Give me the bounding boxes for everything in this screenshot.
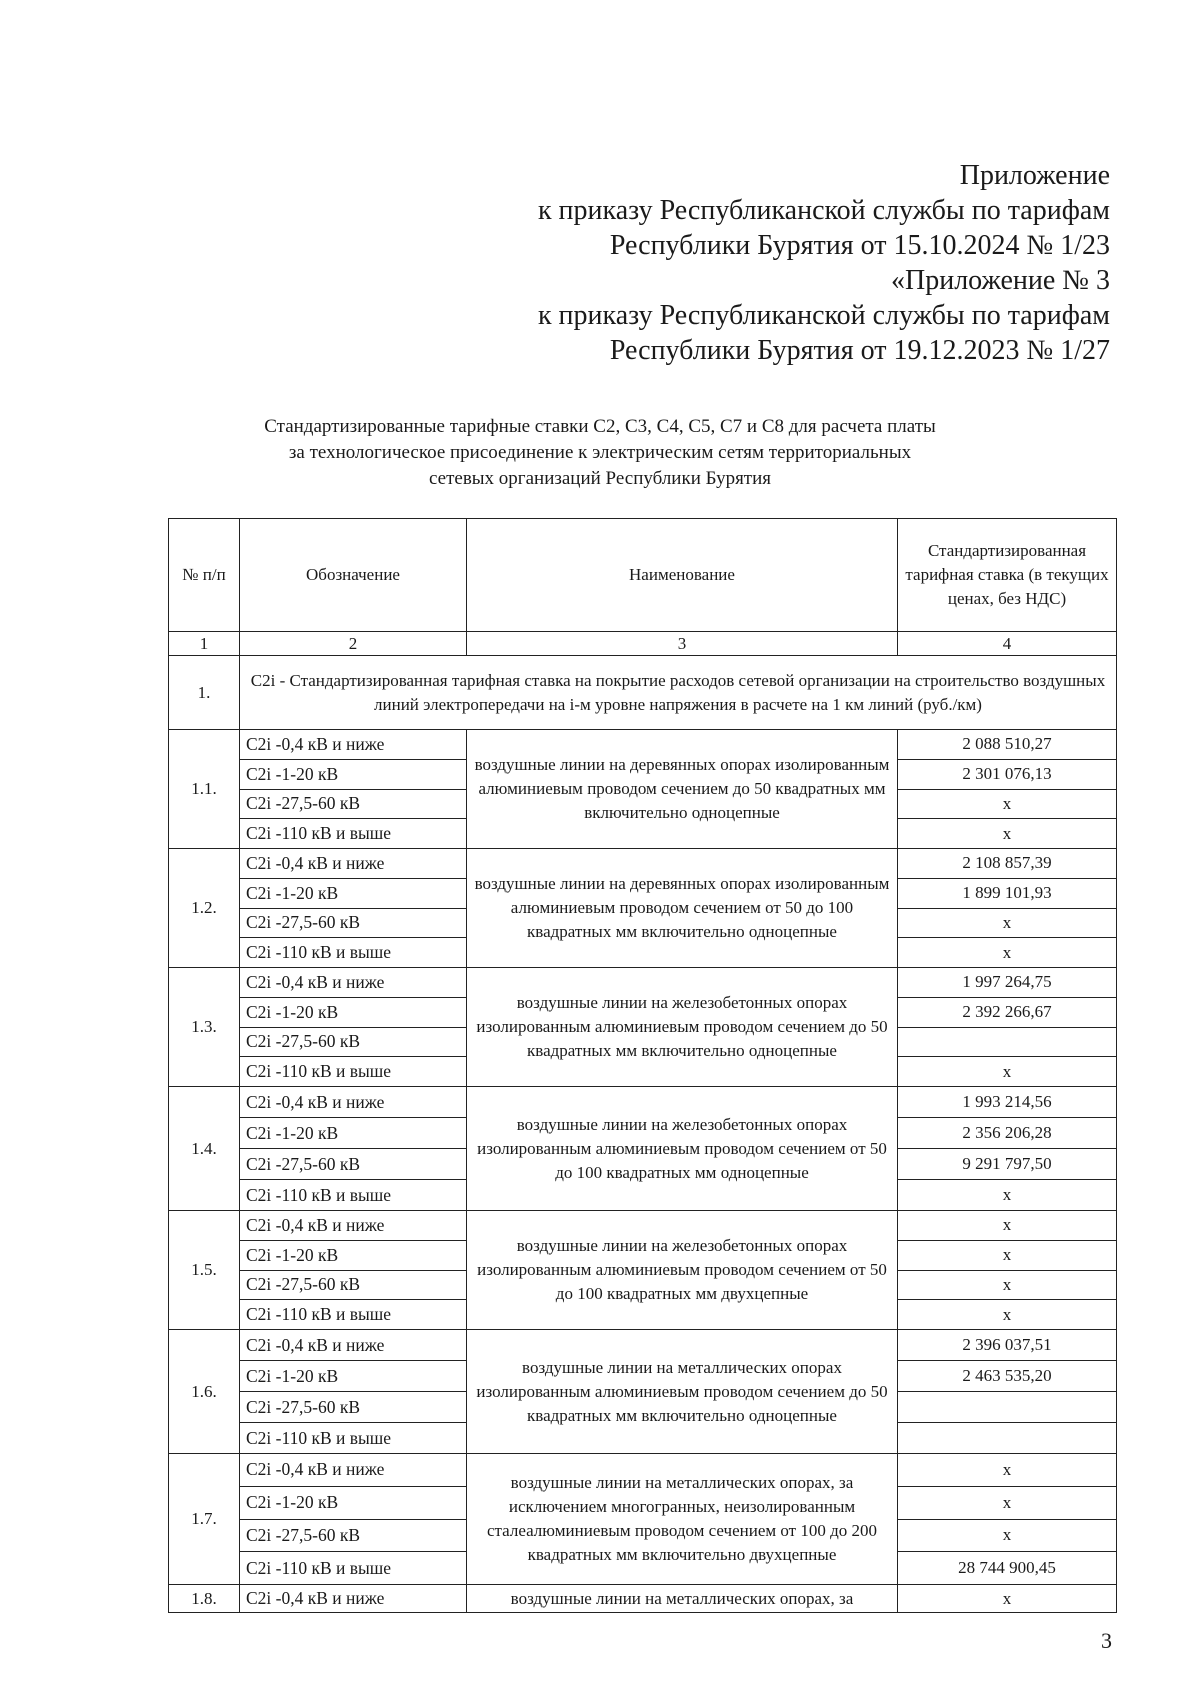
rate-value: 9 291 797,50 <box>898 1149 1117 1180</box>
title-line: за технологическое присоединение к электрическим сетям территориальных <box>288 442 912 463</box>
header-num: № п/п <box>169 519 240 632</box>
tariff-table <box>168 518 1117 1613</box>
rate-value: 1 899 101,93 <box>898 878 1117 908</box>
rate-value <box>898 1392 1117 1423</box>
column-number: 2 <box>240 632 467 656</box>
column-number-row <box>169 632 1117 656</box>
rate-value: x <box>898 819 1117 849</box>
table-row <box>169 1087 1117 1118</box>
document-header <box>538 158 1110 368</box>
rate-code: C2i -1-20 кВ <box>240 1240 467 1270</box>
rate-value: x <box>898 1180 1117 1211</box>
rate-value: x <box>898 1240 1117 1270</box>
rate-code: C2i -27,5-60 кВ <box>240 1027 467 1057</box>
header-line: Республики Бурятия от 19.12.2023 № 1/27 <box>609 335 1110 366</box>
rate-code: C2i -110 кВ и выше <box>240 819 467 849</box>
column-number: 4 <box>898 632 1117 656</box>
page-number: 3 <box>1101 1628 1112 1653</box>
rate-value: x <box>898 1519 1117 1552</box>
header-name: Наименование <box>467 519 898 632</box>
rate-value: 2 088 510,27 <box>898 730 1117 760</box>
section-text: C2i - Стандартизированная тарифная ставка на покрытие расходов сетевой организации на строительство воздушных линий электропередачи на i-м уровне напряжения в расчете на 1 км линий (руб./км) <box>240 656 1117 730</box>
rate-code: C2i -27,5-60 кВ <box>240 1392 467 1423</box>
rate-value: x <box>898 1454 1117 1487</box>
row-number: 1.8. <box>169 1585 240 1613</box>
rate-value: 2 463 535,20 <box>898 1361 1117 1392</box>
line-description: воздушные линии на деревянных опорах изолированным алюминиевым проводом сечением от 50 до 100 квадратных мм включительно одноцепные <box>467 849 898 968</box>
rate-value: x <box>898 908 1117 938</box>
rate-value: 2 396 037,51 <box>898 1330 1117 1361</box>
rate-code: C2i -110 кВ и выше <box>240 938 467 968</box>
line-description: воздушные линии на металлических опорах, за <box>467 1585 898 1613</box>
document-title <box>150 414 1050 492</box>
table-row <box>169 1454 1117 1487</box>
table-row <box>169 1585 1117 1613</box>
rate-code: C2i -1-20 кВ <box>240 997 467 1027</box>
row-number: 1.6. <box>169 1330 240 1454</box>
rate-code: C2i -0,4 кВ и ниже <box>240 1454 467 1487</box>
rate-code: C2i -0,4 кВ и ниже <box>240 1087 467 1118</box>
rate-value: 1 997 264,75 <box>898 968 1117 998</box>
header-line: к приказу Республиканской службы по тарифам <box>537 195 1110 226</box>
row-number: 1.4. <box>169 1087 240 1211</box>
rate-code: C2i -27,5-60 кВ <box>240 908 467 938</box>
line-description: воздушные линии на деревянных опорах изолированным алюминиевым проводом сечением до 50 квадратных мм включительно одноцепные <box>467 730 898 849</box>
table-row <box>169 849 1117 879</box>
rate-value: 1 993 214,56 <box>898 1087 1117 1118</box>
header-line: Приложение <box>959 160 1110 191</box>
line-description: воздушные линии на железобетонных опорах изолированным алюминиевым проводом сечением до 50 квадратных мм включительно одноцепные <box>467 968 898 1087</box>
rate-value <box>898 1027 1117 1057</box>
line-description: воздушные линии на железобетонных опорах изолированным алюминиевым проводом сечением от 50 до 100 квадратных мм одноцепные <box>467 1087 898 1211</box>
title-line: Стандартизированные тарифные ставки С2, С3, С4, С5, С7 и С8 для расчета платы <box>264 416 936 437</box>
title-line: сетевых организаций Республики Бурятия <box>428 468 772 489</box>
rate-code: C2i -0,4 кВ и ниже <box>240 968 467 998</box>
rate-code: C2i -110 кВ и выше <box>240 1300 467 1330</box>
rate-code: C2i -27,5-60 кВ <box>240 1149 467 1180</box>
row-number: 1.3. <box>169 968 240 1087</box>
rate-value: 2 392 266,67 <box>898 997 1117 1027</box>
header-value: Стандартизированная тарифная ставка (в текущих ценах, без НДС) <box>898 519 1117 632</box>
table-row <box>169 730 1117 760</box>
rate-code: C2i -110 кВ и выше <box>240 1057 467 1087</box>
rate-code: C2i -27,5-60 кВ <box>240 1519 467 1552</box>
header-line: Республики Бурятия от 15.10.2024 № 1/23 <box>609 230 1110 261</box>
rate-value: x <box>898 1211 1117 1241</box>
row-number: 1.1. <box>169 730 240 849</box>
section-row <box>169 656 1117 730</box>
rate-code: C2i -0,4 кВ и ниже <box>240 1211 467 1241</box>
rate-value: x <box>898 938 1117 968</box>
table-row <box>169 968 1117 998</box>
rate-code: C2i -1-20 кВ <box>240 878 467 908</box>
rate-value: x <box>898 1585 1117 1613</box>
column-number: 3 <box>467 632 898 656</box>
line-description: воздушные линии на металлических опорах изолированным алюминиевым проводом сечением до 50 квадратных мм включительно одноцепные <box>467 1330 898 1454</box>
rate-code: C2i -0,4 кВ и ниже <box>240 849 467 879</box>
column-number: 1 <box>169 632 240 656</box>
section-num: 1. <box>169 656 240 730</box>
table-row <box>169 1330 1117 1361</box>
row-number: 1.5. <box>169 1211 240 1330</box>
row-number: 1.7. <box>169 1454 240 1585</box>
rate-code: C2i -1-20 кВ <box>240 759 467 789</box>
rate-value: 2 356 206,28 <box>898 1118 1117 1149</box>
rate-value: x <box>898 1270 1117 1300</box>
rate-value: 28 744 900,45 <box>898 1552 1117 1585</box>
rate-code: C2i -27,5-60 кВ <box>240 789 467 819</box>
table-header-row <box>169 519 1117 632</box>
rate-code: C2i -110 кВ и выше <box>240 1180 467 1211</box>
rate-value: x <box>898 1486 1117 1519</box>
rate-code: C2i -1-20 кВ <box>240 1486 467 1519</box>
rate-code: C2i -1-20 кВ <box>240 1118 467 1149</box>
table-row <box>169 1211 1117 1241</box>
rate-value: 2 108 857,39 <box>898 849 1117 879</box>
rate-value: x <box>898 1057 1117 1087</box>
rate-code: C2i -0,4 кВ и ниже <box>240 730 467 760</box>
header-code: Обозначение <box>240 519 467 632</box>
rate-code: C2i -0,4 кВ и ниже <box>240 1585 467 1613</box>
line-description: воздушные линии на металлических опорах, за исключением многогранных, неизолированным сталеалюминиевым проводом сечением от 100 до 200 квадратных мм включительно двухцепные <box>467 1454 898 1585</box>
rate-value: 2 301 076,13 <box>898 759 1117 789</box>
rate-value: x <box>898 1300 1117 1330</box>
rate-value <box>898 1423 1117 1454</box>
header-line: «Приложение № 3 <box>891 265 1110 296</box>
rate-code: C2i -110 кВ и выше <box>240 1423 467 1454</box>
rate-value: x <box>898 789 1117 819</box>
header-line: к приказу Республиканской службы по тарифам <box>537 300 1110 331</box>
rate-code: C2i -110 кВ и выше <box>240 1552 467 1585</box>
rate-code: C2i -0,4 кВ и ниже <box>240 1330 467 1361</box>
rate-code: C2i -27,5-60 кВ <box>240 1270 467 1300</box>
row-number: 1.2. <box>169 849 240 968</box>
line-description: воздушные линии на железобетонных опорах изолированным алюминиевым проводом сечением от 50 до 100 квадратных мм двухцепные <box>467 1211 898 1330</box>
rate-code: C2i -1-20 кВ <box>240 1361 467 1392</box>
